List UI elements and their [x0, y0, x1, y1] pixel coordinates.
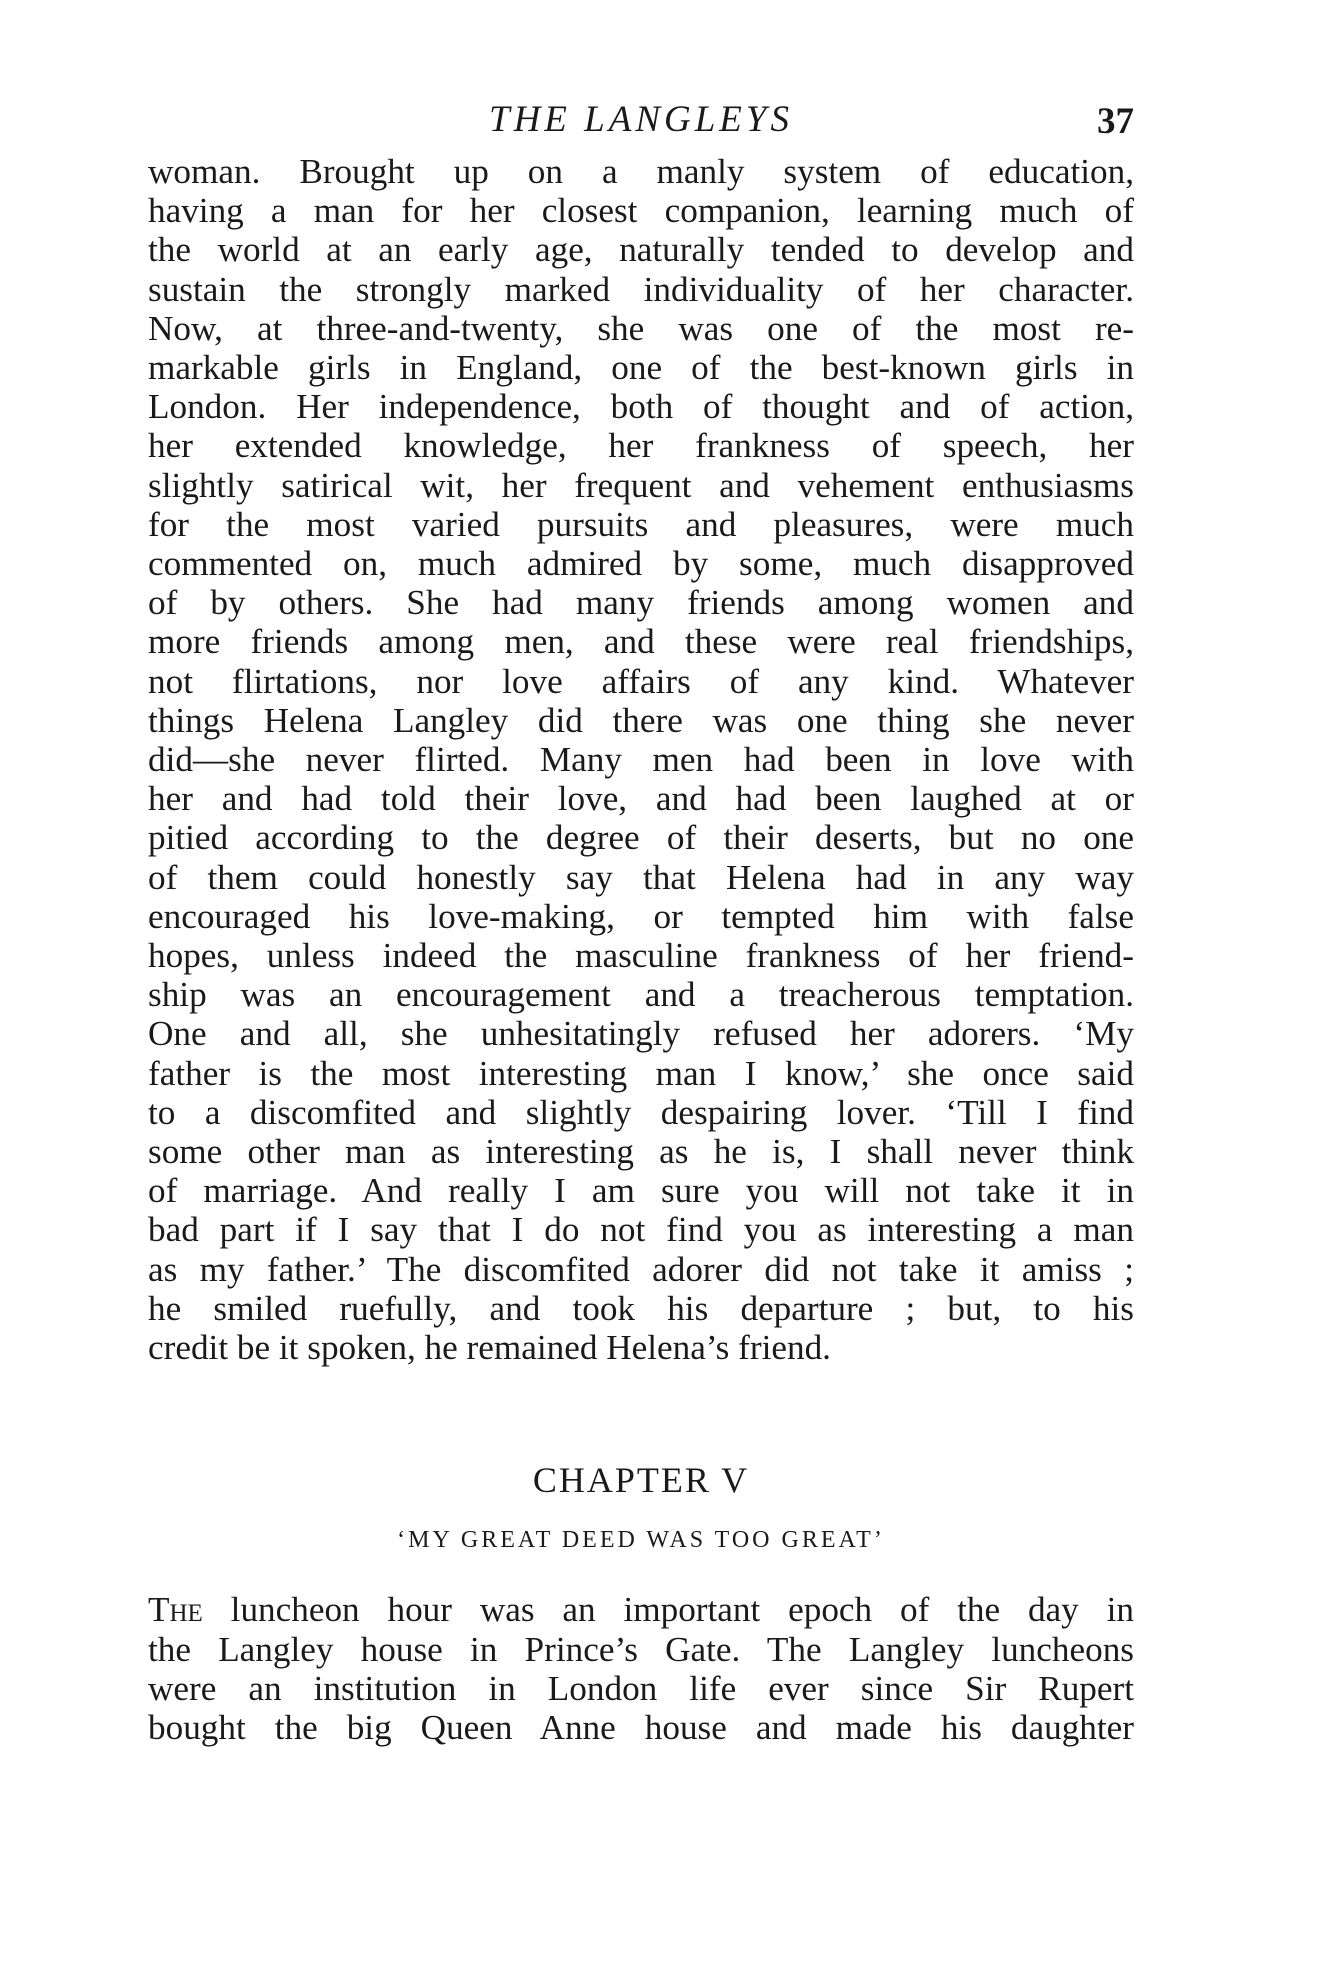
opening-word: The: [148, 1590, 203, 1630]
text-line: her and had told their love, and had been laughed at or: [148, 779, 1134, 819]
text-line: bad part if I say that I do not find you as interesting a man: [148, 1210, 1134, 1250]
text-line: London. Her independence, both of thought and of action,: [148, 387, 1134, 427]
text-line: of marriage. And really I am sure you will not take it in: [148, 1171, 1134, 1211]
text-line: slightly satirical wit, her frequent and vehement enthusiasms: [148, 465, 1134, 505]
text-line: hopes, unless indeed the masculine frankness of her friend-: [148, 936, 1134, 976]
text-line: credit be it spoken, he remained Helena’s friend.: [148, 1328, 831, 1368]
text-line: commented on, much admired by some, much disapproved: [148, 544, 1134, 584]
text-line: he smiled ruefully, and took his departure ; but, to his: [148, 1288, 1134, 1328]
text-line: for the most varied pursuits and pleasures, were much: [148, 504, 1134, 544]
text-line: were an institution in London life ever since Sir Rupert: [148, 1668, 1134, 1708]
text-line: as my father.’ The discomfited adorer did not take it amiss ;: [148, 1249, 1134, 1289]
text-line: some other man as interesting as he is, I shall never think: [148, 1132, 1134, 1172]
text-line: more friends among men, and these were real friendships,: [148, 622, 1134, 662]
text-line: things Helena Langley did there was one thing she never: [148, 700, 1134, 740]
text-line: Now, at three-and-twenty, she was one of the most re-: [148, 308, 1134, 348]
page-content: [148, 98, 1134, 1747]
paragraph-continued: [148, 152, 1134, 1367]
running-title: THE LANGLEYS: [489, 99, 793, 140]
text-line: the Langley house in Prince’s Gate. The Langley luncheons: [148, 1629, 1134, 1669]
text-line: markable girls in England, one of the best-known girls in: [148, 348, 1134, 388]
text-line: pitied according to the degree of their deserts, but no one: [148, 818, 1134, 858]
page-number: 37: [1097, 101, 1134, 142]
text-line: sustain the strongly marked individuality of her character.: [148, 269, 1134, 309]
text-line: bought the big Queen Anne house and made his daughter: [148, 1707, 1134, 1747]
opening-line-rest: luncheon hour was an important epoch of the day in: [202, 1590, 1134, 1630]
chapter-opening-paragraph: [148, 1590, 1134, 1747]
text-line: of them could honestly say that Helena had in any way: [148, 857, 1134, 897]
text-line: the world at an early age, naturally tended to develop and: [148, 230, 1134, 270]
text-line: ship was an encouragement and a treacherous temptation.: [148, 975, 1134, 1015]
text-line: One and all, she unhesitatingly refused her adorers. ‘My: [148, 1014, 1134, 1054]
text-line: not flirtations, nor love affairs of any kind. Whatever: [148, 661, 1134, 701]
chapter-heading: CHAPTER V: [532, 1460, 750, 1501]
running-head: [148, 98, 1134, 152]
text-line: [148, 1590, 1134, 1629]
text-line: her extended knowledge, her frankness of speech, her: [148, 426, 1134, 466]
text-line: father is the most interesting man I know,’ she once said: [148, 1053, 1134, 1093]
text-line: woman. Brought up on a manly system of education,: [148, 152, 1134, 191]
text-line: having a man for her closest companion, learning much of: [148, 191, 1134, 231]
text-line: did—she never flirted. Many men had been in love with: [148, 740, 1134, 780]
text-line: encouraged his love-making, or tempted him with false: [148, 896, 1134, 936]
chapter-subtitle: ‘MY GREAT DEED WAS TOO GREAT’: [397, 1527, 885, 1554]
text-line: of by others. She had many friends among women and: [148, 583, 1134, 623]
text-line: to a discomfited and slightly despairing lover. ‘Till I find: [148, 1092, 1134, 1132]
